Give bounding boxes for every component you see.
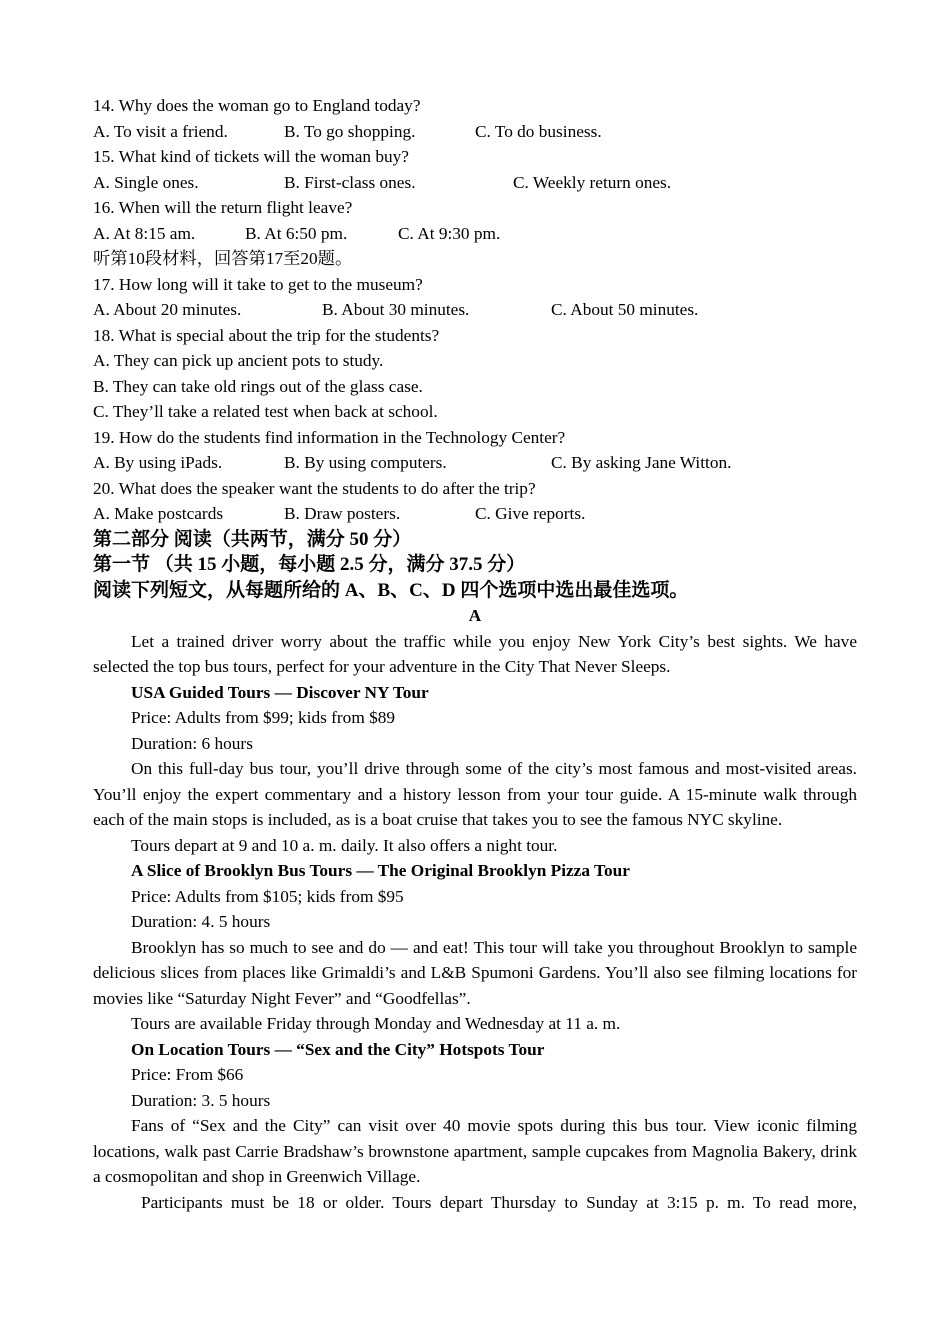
tour-2-duration: Duration: 4. 5 hours xyxy=(131,912,271,931)
option-c: C. Give reports. xyxy=(475,504,586,523)
reading-instruction: 阅读下列短文，从每题所给的 A、B、C、D 四个选项中选出最佳选项。 xyxy=(93,579,689,601)
option-a: A. They can pick up ancient pots to study. xyxy=(93,351,384,370)
option-b: B. About 30 minutes. xyxy=(322,300,470,319)
question-15-options xyxy=(93,170,857,196)
option-b: B. To go shopping. xyxy=(284,121,416,141)
tour-1-duration: Duration: 6 hours xyxy=(131,733,253,753)
section-10-instruction: 听第10段材料，回答第17至20题。 xyxy=(93,249,353,268)
option-b: B. By using computers. xyxy=(284,453,447,472)
question-15: 15. What kind of tickets will the woman buy? xyxy=(93,147,409,166)
tour-2-description: Brooklyn has so much to see and do — and eat! This tour will take you throughout Brooklyn to sample delicious slices from places like Grimaldi’s and L&B Spumoni Gardens. You’ll also see filming locations for movies like “Saturday Night Fever” and “Goodfellas”. xyxy=(93,937,857,1008)
option-c: C. About 50 minutes. xyxy=(551,300,699,319)
exam-page xyxy=(93,93,857,1215)
question-17-options xyxy=(93,297,857,323)
option-c: C. At 9:30 pm. xyxy=(398,223,501,243)
option-a: A. By using iPads. xyxy=(93,453,223,472)
question-16: 16. When will the return flight leave? xyxy=(93,198,353,217)
passage-label: A xyxy=(468,606,482,625)
option-b: B. Draw posters. xyxy=(284,504,401,523)
question-14-options xyxy=(93,119,857,145)
option-a: A. To visit a friend. xyxy=(93,121,228,141)
question-17: 17. How long will it take to get to the museum? xyxy=(93,274,423,294)
section-one-title: 第一节 （共 15 小题，每小题 2.5 分，满分 37.5 分） xyxy=(93,554,526,575)
tour-1-note: Tours depart at 9 and 10 a. m. daily. It also offers a night tour. xyxy=(131,835,558,855)
question-19: 19. How do the students find information in the Technology Center? xyxy=(93,427,566,447)
option-a: A. About 20 minutes. xyxy=(93,300,242,319)
tour-1-description: On this full-day bus tour, you’ll drive through some of the city’s most famous and most-visited areas. You’ll enjoy the expert commentary and a history lesson from your tour guide. A 15-minute walk through each of the main stops is included, as is a boat cruise that takes you to see the famous NYC skyline. xyxy=(93,759,857,829)
option-a: A. Make postcards xyxy=(93,504,224,523)
option-b: B. They can take old rings out of the glass case. xyxy=(93,376,423,396)
tour-1-price: Price: Adults from $99; kids from $89 xyxy=(131,708,396,727)
question-18: 18. What is special about the trip for the students? xyxy=(93,325,440,345)
question-14: 14. Why does the woman go to England today? xyxy=(93,96,421,115)
tour-3-duration: Duration: 3. 5 hours xyxy=(131,1090,271,1110)
tour-3-description: Fans of “Sex and the City” can visit over 40 movie spots during this bus tour. View iconic filming locations, walk past Carrie Bradshaw’s brownstone apartment, sample cupcakes from Magnolia Bakery, drink a cosmopolitan and shop in Greenwich Village. xyxy=(93,1116,857,1186)
option-c: C. By asking Jane Witton. xyxy=(551,453,732,472)
tour-3-note: Participants must be 18 or older. Tours depart Thursday to Sunday at 3:15 p. m. To read more, xyxy=(141,1192,857,1212)
option-a: A. At 8:15 am. xyxy=(93,223,196,243)
tour-2-note: Tours are available Friday through Monday and Wednesday at 11 a. m. xyxy=(131,1014,621,1033)
option-c: C. They’ll take a related test when back at school. xyxy=(93,402,438,421)
option-b: B. At 6:50 pm. xyxy=(245,223,348,243)
question-20-options xyxy=(93,501,857,527)
tour-3-price: Price: From $66 xyxy=(131,1065,244,1084)
tour-2-price: Price: Adults from $105; kids from $95 xyxy=(131,886,404,906)
question-20: 20. What does the speaker want the students to do after the trip? xyxy=(93,478,536,498)
tour-3-title: On Location Tours — “Sex and the City” Hotspots Tour xyxy=(131,1039,545,1059)
question-16-options xyxy=(93,221,857,247)
passage-intro: Let a trained driver worry about the traffic while you enjoy New York City’s best sights. We have selected the top bus tours, perfect for your adventure in the City That Never Sleeps. xyxy=(93,631,857,676)
tour-2-title: A Slice of Brooklyn Bus Tours — The Original Brooklyn Pizza Tour xyxy=(131,861,630,880)
option-c: C. To do business. xyxy=(475,121,602,141)
option-a: A. Single ones. xyxy=(93,172,199,192)
tour-1-title: USA Guided Tours — Discover NY Tour xyxy=(131,682,429,702)
question-19-options xyxy=(93,450,857,476)
part-two-title: 第二部分 阅读（共两节，满分 50 分） xyxy=(93,528,412,550)
option-b: B. First-class ones. xyxy=(284,172,416,192)
option-c: C. Weekly return ones. xyxy=(513,172,672,192)
